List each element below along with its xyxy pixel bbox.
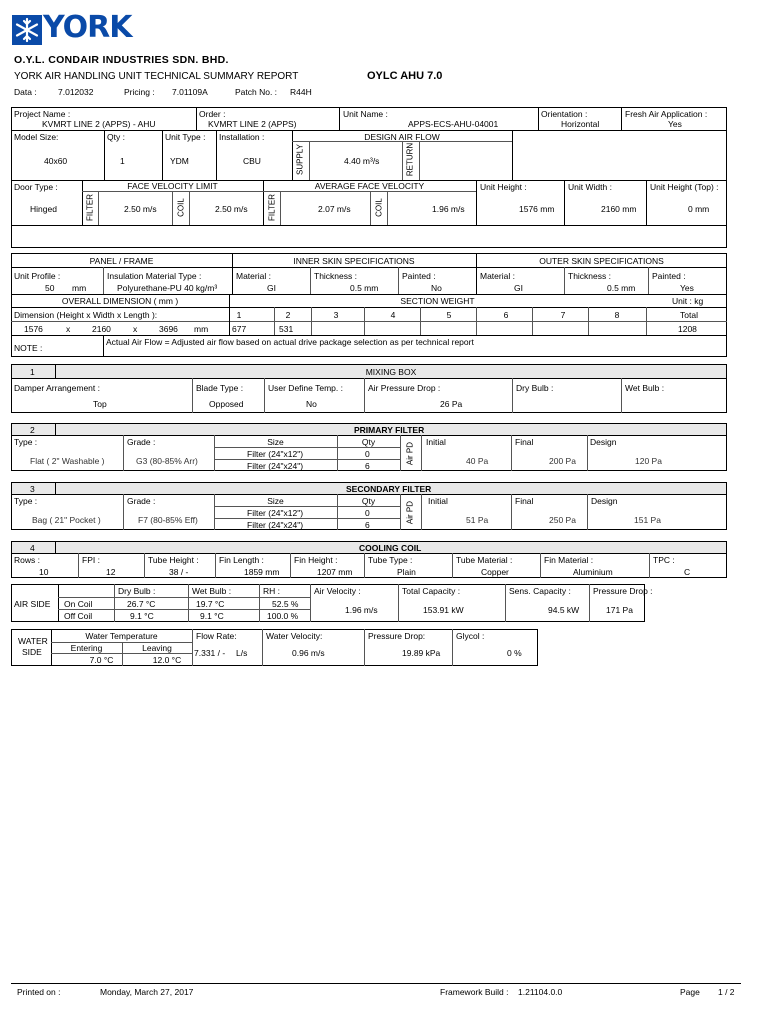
york-logo-text: YORK: [43, 10, 132, 45]
snowflake-icon: [12, 15, 42, 45]
secondary-filter-title: SECONDARY FILTER: [346, 484, 432, 494]
insulation-value: Polyurethane-PU 40 kg/m³: [117, 283, 218, 293]
dim-x2: x: [133, 324, 138, 334]
water-pd-label: Pressure Drop:: [368, 631, 426, 641]
tube-height-value: 38 / -: [169, 567, 189, 577]
pf-size2: Filter (24"x24"): [247, 461, 304, 471]
total-capacity-value: 153.91 kW: [423, 605, 464, 615]
afv-coil-value: 1.96 m/s: [432, 204, 465, 214]
model-size: 40x60: [44, 156, 68, 166]
sf-design: 151 Pa: [634, 515, 661, 525]
installation-label: Installation :: [219, 132, 265, 142]
outer-painted: Yes: [680, 283, 694, 293]
supply-value: 4.40 m³/s: [344, 156, 380, 166]
outer-material: GI: [514, 283, 523, 293]
section-number: 4: [390, 310, 396, 320]
insulation-label: Insulation Material Type :: [107, 271, 202, 281]
water-side-label-2: SIDE: [22, 647, 42, 657]
sf-qty-label: Qty: [361, 496, 376, 506]
mixing-box-title: MIXING BOX: [365, 367, 417, 377]
unit-profile-unit: mm: [72, 283, 87, 293]
pf-size1: Filter (24"x12"): [247, 449, 304, 459]
sf-qty2: 6: [365, 520, 370, 530]
inner-thickness-label: Thickness :: [314, 271, 357, 281]
user-temp-value: No: [306, 399, 317, 409]
pf-qty2: 6: [365, 461, 370, 471]
off-coil-label: Off Coil: [64, 611, 93, 621]
section-number: 2: [285, 310, 291, 320]
section-number: 1: [236, 310, 242, 320]
sf-final-label: Final: [515, 496, 534, 506]
sf-size-label: Size: [267, 496, 284, 506]
secondary-filter-number: 3: [30, 484, 35, 494]
damper-label: Damper Arrangement :: [14, 383, 100, 393]
tube-height-label: Tube Height :: [148, 555, 199, 565]
panel-frame-heading: PANEL / FRAME: [89, 256, 154, 266]
unit-profile-label: Unit Profile :: [14, 271, 61, 281]
patch-label: Patch No. :: [235, 87, 278, 97]
tpc-label: TPC :: [653, 555, 675, 565]
door-type-label: Door Type :: [14, 182, 58, 192]
dim-height: 1576: [24, 324, 43, 334]
unit-profile: 50: [45, 283, 55, 293]
unit-width: 2160 mm: [601, 204, 637, 214]
cc-pressure-drop-value: 171 Pa: [606, 605, 633, 615]
sf-initial: 51 Pa: [466, 515, 489, 525]
cc-pressure-drop-label: Pressure Drop :: [593, 586, 653, 596]
on-rh: 52.5 %: [272, 599, 299, 609]
avg-face-velocity-label: AVERAGE FACE VELOCITY: [314, 181, 425, 191]
flow-rate-value: 7.331 / -: [194, 648, 226, 658]
framework-label: Framework Build :: [440, 987, 509, 997]
return-label: RETURN: [405, 142, 415, 177]
outer-thickness-label: Thickness :: [568, 271, 611, 281]
page-label: Page: [680, 987, 700, 997]
blade-value: Opposed: [209, 399, 244, 409]
water-pd-value: 19.89 kPa: [402, 648, 441, 658]
sf-initial-label: Initial: [428, 496, 448, 506]
tube-type-label: Tube Type :: [368, 555, 413, 565]
face-velocity-limit-label: FACE VELOCITY LIMIT: [127, 181, 218, 191]
pf-grade-label: Grade :: [127, 437, 156, 447]
section-number: 3: [333, 310, 339, 320]
design-air-flow-label: DESIGN AIR FLOW: [364, 132, 440, 142]
total-label: Total: [680, 310, 698, 320]
tube-material-value: Copper: [481, 567, 509, 577]
section-number: 8: [614, 310, 620, 320]
mb-dry-bulb-label: Dry Bulb :: [516, 383, 554, 393]
cc-wet-bulb-label: Wet Bulb :: [192, 586, 232, 596]
primary-filter-title: PRIMARY FILTER: [354, 425, 425, 435]
total-capacity-label: Total Capacity :: [402, 586, 461, 596]
leaving-temp: 12.0 °C: [152, 655, 182, 665]
outer-painted-label: Painted :: [652, 271, 686, 281]
cc-dry-bulb-label: Dry Bulb :: [118, 586, 156, 596]
fin-height-label: Fin Height :: [294, 555, 338, 565]
pf-size-label: Size: [267, 437, 284, 447]
fin-length-value: 1859 mm: [244, 567, 280, 577]
cc-rh-label: RH :: [263, 586, 280, 596]
dim-unit: mm: [194, 324, 209, 334]
door-type: Hinged: [30, 204, 57, 214]
pf-initial-label: Initial: [426, 437, 446, 447]
section-weight-value: 531: [279, 324, 294, 334]
fin-height-value: 1207 mm: [317, 567, 353, 577]
dim-width: 2160: [92, 324, 111, 334]
pf-initial: 40 Pa: [466, 456, 489, 466]
rows-value: 10: [39, 567, 49, 577]
fresh-air-value: Yes: [668, 119, 682, 129]
pf-final: 200 Pa: [549, 456, 576, 466]
sf-grade: F7 (80-85% Eff): [138, 515, 198, 525]
unit-width-label: Unit Width :: [568, 182, 612, 192]
glycol-label: Glycol :: [456, 631, 485, 641]
fresh-air-label: Fresh Air Application :: [625, 109, 708, 119]
fvl-filter-label: FILTER: [85, 194, 95, 221]
unit-kg: Unit : kg: [672, 296, 704, 306]
on-dry-bulb: 26.7 °C: [127, 599, 156, 609]
mixing-box-number: 1: [30, 367, 35, 377]
unit-type: YDM: [170, 156, 189, 166]
pf-design-label: Design: [590, 437, 617, 447]
project-name: KVMRT LINE 2 (APPS) - AHU: [42, 119, 156, 129]
off-rh: 100.0 %: [267, 611, 299, 621]
inner-painted-label: Painted :: [402, 271, 436, 281]
air-velocity-label: Air Velocity :: [314, 586, 361, 596]
on-wet-bulb: 19.7 °C: [196, 599, 225, 609]
sf-type: Bag ( 21" Pocket ): [32, 515, 101, 525]
mb-wet-bulb-label: Wet Bulb :: [625, 383, 665, 393]
fpi-value: 12: [106, 567, 116, 577]
entering-label: Entering: [70, 643, 103, 653]
leaving-label: Leaving: [142, 643, 172, 653]
afv-coil-label: COIL: [374, 198, 384, 217]
air-velocity-value: 1.96 m/s: [345, 605, 378, 615]
unit-height-label: Unit Height :: [480, 182, 527, 192]
tube-material-label: Tube Material :: [456, 555, 513, 565]
data-value: 7.012032: [58, 87, 94, 97]
note-text: Actual Air Flow = Adjusted air flow based on actual drive package selection as per technical report: [106, 337, 474, 347]
section-number: 6: [503, 310, 509, 320]
sf-size1: Filter (24"x12"): [247, 508, 304, 518]
order-value: KVMRT LINE 2 (APPS): [208, 119, 297, 129]
fvl-filter-value: 2.50 m/s: [124, 204, 157, 214]
pf-type-label: Type :: [14, 437, 38, 447]
fpi-label: FPI :: [82, 555, 100, 565]
inner-painted: No: [431, 283, 442, 293]
section-number: 5: [446, 310, 452, 320]
york-logo: [12, 10, 142, 46]
flow-rate-unit: L/s: [236, 648, 248, 658]
glycol-value: 0 %: [507, 648, 522, 658]
sf-final: 250 Pa: [549, 515, 576, 525]
section-number: 7: [560, 310, 566, 320]
model-size-label: Model Size:: [14, 132, 59, 142]
data-label: Data :: [14, 87, 37, 97]
sf-design-label: Design: [591, 496, 618, 506]
rows-label: Rows :: [14, 555, 40, 565]
unit-type-label: Unit Type :: [165, 132, 206, 142]
water-temp-label: Water Temperature: [85, 631, 158, 641]
orientation-value: Horizontal: [561, 119, 600, 129]
project-name-label: Project Name :: [14, 109, 71, 119]
tpc-value: C: [684, 567, 691, 577]
pf-final-label: Final: [515, 437, 534, 447]
dim-x1: x: [66, 324, 71, 334]
cooling-coil-title: COOLING COIL: [359, 543, 422, 553]
water-side-label-1: WATER: [18, 636, 48, 646]
report-title: YORK AIR HANDLING UNIT TECHNICAL SUMMARY REPORT: [14, 71, 299, 82]
note-label: NOTE :: [14, 343, 43, 353]
sf-grade-label: Grade :: [127, 496, 156, 506]
unit-height-top: 0 mm: [688, 204, 710, 214]
printed-label: Printed on :: [17, 987, 61, 997]
section-weight-value: 677: [232, 324, 247, 334]
primary-filter-number: 2: [30, 425, 35, 435]
sens-capacity-label: Sens. Capacity :: [509, 586, 571, 596]
qty-value: 1: [120, 156, 125, 166]
pricing-value: 7.01109A: [172, 87, 208, 97]
blade-label: Blade Type :: [196, 383, 244, 393]
cooling-coil-number: 4: [30, 543, 35, 553]
afv-filter-label: FILTER: [267, 194, 277, 221]
inner-skin-heading: INNER SKIN SPECIFICATIONS: [293, 256, 415, 266]
sf-qty1: 0: [365, 508, 370, 518]
dimension-label: Dimension (Height x Width x Length ):: [14, 310, 158, 320]
pf-qty-label: Qty: [361, 437, 376, 447]
pf-qty1: 0: [365, 449, 370, 459]
unit-name-label: Unit Name :: [343, 109, 388, 119]
unit-height-top-label: Unit Height (Top) :: [650, 182, 719, 192]
sf-type-label: Type :: [14, 496, 38, 506]
pf-airpd-label: Air PD: [405, 441, 415, 466]
total-weight: 1208: [678, 324, 697, 334]
sf-size2: Filter (24"x24"): [247, 520, 304, 530]
inner-material: GI: [267, 283, 276, 293]
fin-material-value: Aluminium: [573, 567, 613, 577]
pressure-drop-label: Air Pressure Drop :: [368, 383, 441, 393]
entering-temp: 7.0 °C: [89, 655, 114, 665]
dim-length: 3696: [159, 324, 178, 334]
outer-material-label: Material :: [480, 271, 515, 281]
pressure-drop-value: 26 Pa: [440, 399, 463, 409]
qty-label: Qty :: [107, 132, 125, 142]
footer-divider: [11, 983, 741, 984]
fvl-coil-label: COIL: [176, 198, 186, 217]
flow-rate-label: Flow Rate:: [196, 631, 237, 641]
sf-airpd-label: Air PD: [405, 500, 415, 525]
user-temp-label: User Define Temp. :: [268, 383, 343, 393]
pf-grade: G3 (80-85% Arr): [136, 456, 198, 466]
framework-value: 1.21104.0.0: [518, 987, 563, 997]
damper-value: Top: [93, 399, 107, 409]
tube-type-value: Plain: [397, 567, 416, 577]
fvl-coil-value: 2.50 m/s: [215, 204, 248, 214]
inner-thickness: 0.5 mm: [350, 283, 379, 293]
pf-design: 120 Pa: [635, 456, 662, 466]
sens-capacity-value: 94.5 kW: [548, 605, 580, 615]
inner-material-label: Material :: [236, 271, 271, 281]
outer-thickness: 0.5 mm: [607, 283, 636, 293]
unit-height: 1576 mm: [519, 204, 555, 214]
off-wet-bulb: 9.1 °C: [200, 611, 224, 621]
fin-length-label: Fin Length :: [219, 555, 264, 565]
company-name: O.Y.L. CONDAIR INDUSTRIES SDN. BHD.: [14, 54, 229, 66]
printed-date: Monday, March 27, 2017: [100, 987, 194, 997]
program-version: OYLC AHU 7.0: [367, 70, 443, 82]
section-weight-heading: SECTION WEIGHT: [400, 296, 475, 306]
outer-skin-heading: OUTER SKIN SPECIFICATIONS: [539, 256, 664, 266]
orientation-label: Orientation :: [541, 109, 588, 119]
overall-dimension-heading: OVERALL DIMENSION ( mm ): [61, 296, 179, 306]
order-label: Order :: [199, 109, 226, 119]
supply-label: SUPPLY: [295, 144, 305, 175]
installation-value: CBU: [243, 156, 261, 166]
water-velocity-value: 0.96 m/s: [292, 648, 325, 658]
off-dry-bulb: 9.1 °C: [130, 611, 154, 621]
pf-type: Flat ( 2" Washable ): [30, 456, 105, 466]
fin-material-label: Fin Material :: [544, 555, 594, 565]
on-coil-label: On Coil: [64, 599, 93, 609]
pricing-label: Pricing :: [124, 87, 155, 97]
water-velocity-label: Water Velocity:: [266, 631, 323, 641]
afv-filter-value: 2.07 m/s: [318, 204, 351, 214]
air-side-label: AIR SIDE: [14, 599, 51, 609]
page-number: 1 / 2: [718, 987, 735, 997]
unit-name: APPS-ECS-AHU-04001: [408, 119, 499, 129]
patch-value: R44H: [290, 87, 312, 97]
